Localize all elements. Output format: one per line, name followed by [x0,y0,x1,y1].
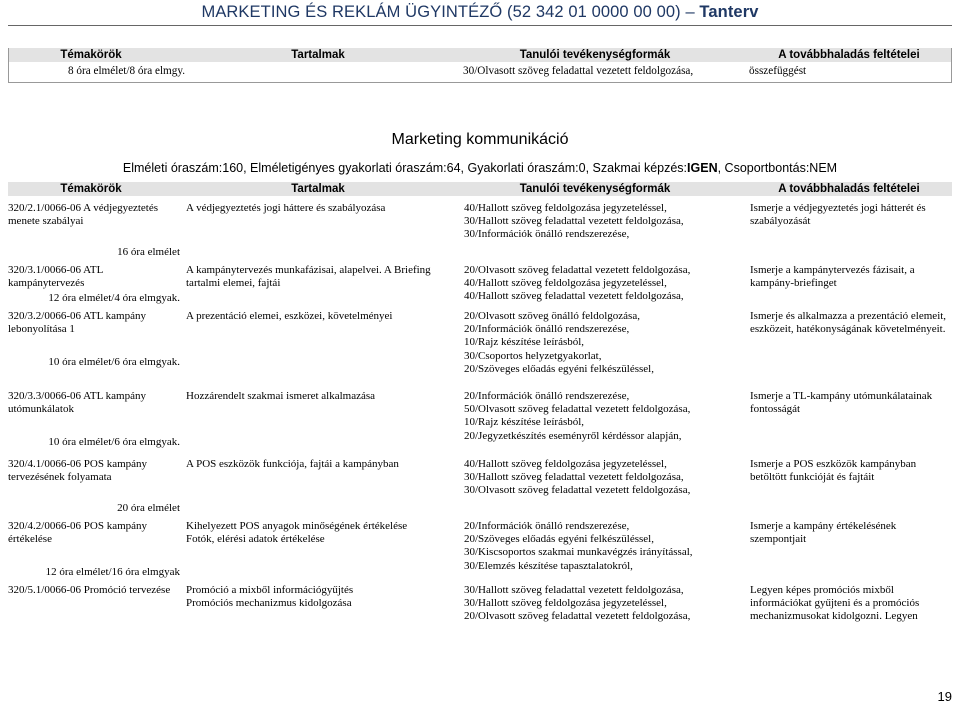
row-topic [8,520,180,546]
subtitle-bold: IGEN [687,161,718,175]
row-conditions-line: mechanizmusokat kidolgozni. Legyen [750,610,918,623]
subtitle-pre: Elméleti óraszám:160, Elméletigényes gyakorlati óraszám:64, Gyakorlati óraszám:0, Szakmai képzés: [122,161,688,175]
row-topic [8,458,180,484]
row-activities-line: 10/Rajz készítése leírásból, [464,336,585,349]
row-conditions-line: betöltött funkcióját és fajtáit [750,471,875,484]
section-subtitle [0,161,960,175]
row-topic-line: utómunkálatok [8,403,74,416]
row-activities-line: 30/Hallott szöveg feladattal vezetett feldolgozása, [464,215,684,228]
row-conditions-line: Legyen képes promóciós mixből [750,584,894,596]
row-topic-line: 320/4.2/0066-06 POS kampány [8,520,148,532]
row-activities-line: 40/Hallott szöveg feladattal vezetett feldolgozása, [464,290,684,303]
row-activities-line: 20/Olvasott szöveg feladattal vezetett feldolgozása, [464,264,691,276]
header-topics: Témakörök [60,49,122,61]
row-content [186,202,458,215]
row-content-line: Hozzárendelt szakmai ismeret alkalmazása [186,390,376,402]
row-topic-line: 320/3.1/0066-06 ATL kampánytervezés [8,264,103,290]
header-activities: Tanulói tevékenységformák [519,49,671,61]
row-hours: 20 óra elmélet [117,502,180,514]
row-content-line: Fotók, elérési adatok értékelése [186,533,325,546]
row-conditions-line: Ismerje a védjegyeztetés jogi hátterét és [750,202,926,214]
row-topic-line: 320/4.1/0066-06 POS kampány [8,458,148,470]
row-hours: 12 óra elmélet/4 óra elmgyak. [48,292,180,304]
row-activities-line: 20/Szöveges előadás egyéni felkészüléssel, [464,533,654,546]
row-content [186,520,458,546]
row-hours: 16 óra elmélet [117,246,180,258]
row-conditions [750,310,950,336]
row-content-line: A védjegyeztetés jogi háttere és szabályozása [186,202,386,214]
row-activities [464,390,744,443]
row-topic-line: 320/3.2/0066-06 ATL kampány [8,310,146,322]
row-activities-line: 30/Hallott szöveg feladattal vezetett feldolgozása, [464,584,684,596]
row-content [186,264,458,290]
title-bold: Tanterv [699,3,759,21]
row-topic-line: 320/2.1/0066-06 A védjegyeztetés [8,202,158,214]
row-activities-line: 30/Hallott szöveg feladattal vezetett feldolgozása, [464,471,684,484]
row-content [186,310,458,323]
row-conditions-line: Ismerje és alkalmazza a prezentáció elemeit, [750,310,947,322]
row-topic [8,202,180,228]
document-title [0,3,960,22]
title-main: MARKETING ÉS REKLÁM ÜGYINTÉZŐ (52 342 01 0000 00 00) – [201,3,700,21]
row-activities [464,202,744,242]
row-conditions [750,390,950,416]
row-topic-line: lebonyolítása 1 [8,323,75,336]
row-activities [464,584,744,624]
row-activities-line: 20/Olvasott szöveg feladattal vezetett feldolgozása, [464,610,691,623]
row-conditions-line: szempontjait [750,533,807,546]
row-content-line: tartalmi elemei, fajtái [186,277,281,290]
row-activities-line: 40/Hallott szöveg feldolgozása jegyzeteléssel, [464,277,667,290]
table-header-main [8,182,952,196]
header-contents: Tartalmak [291,49,345,61]
row-activities-line: 30/Hallott szöveg feldolgozása jegyzeteléssel, [464,597,667,610]
row-activities-line: 30/Kiscsoportos szakmai munkavégzés irányítással, [464,546,693,559]
row-conditions-line: fontosságát [750,403,801,416]
row-topic-line: 320/3.3/0066-06 ATL kampány [8,390,146,402]
subtitle-post: , Csoportbontás:NEM [717,161,838,175]
row-content-line: Promóció a mixből információgyűjtés [186,584,354,596]
row-activities [464,458,744,498]
row-activities-line: 30/Információk önálló rendszerezése, [464,228,630,241]
row-topic [8,310,180,336]
row-activities-line: 30/Elemzés készítése tapasztalatokról, [464,559,633,572]
row-conditions [750,458,950,484]
row-topic-line: tervezésének folyamata [8,471,112,484]
row-conditions-line: kampány-briefinget [750,277,837,290]
row-activities-line: 30/Olvasott szöveg feladattal vezetett feldolgozása, [464,484,691,497]
row-conditions-line: Ismerje a kampány értékelésének [750,520,897,532]
row-content-line: Kihelyezett POS anyagok minőségének értékelése [186,520,408,532]
row-activities [464,264,744,304]
row-conditions-line: Ismerje a POS eszközök kampányban [750,458,917,470]
row-conditions-line: eszközeit, hatékonyságának követelményeit. [750,323,946,336]
header-topics: Témakörök [60,183,122,195]
row-topic-line: értékelése [8,533,52,546]
row-topic-line: menete szabályai [8,215,84,228]
row-conditions-line: Ismerje a kampánytervezés fázisait, a [750,264,915,276]
row-content [186,458,458,471]
row-conditions [750,264,950,290]
row-conditions [750,202,950,228]
title-divider [8,25,952,26]
row-activities-line: 20/Információk önálló rendszerezése, [464,323,630,336]
row-activities-line: 20/Információk önálló rendszerezése, [464,520,630,532]
row-conditions [750,520,950,546]
row-content-line: A prezentáció elemei, eszközei, követelményei [186,310,393,322]
row-conditions-line: Ismerje a TL-kampány utómunkálatainak [750,390,933,402]
row-activities-line: 40/Hallott szöveg feldolgozása jegyzeteléssel, [464,458,667,470]
continuation-table [8,48,952,83]
row-hours: 10 óra elmélet/6 óra elmgyak. [48,356,180,368]
header-contents: Tartalmak [291,183,345,195]
header-activities: Tanulói tevékenységformák [519,183,671,195]
page-number: 19 [937,689,952,704]
row-conditions-line: információkat gyűjteni és a promóciós [750,597,920,610]
continuation-activity: 30/Olvasott szöveg feladattal vezetett feldolgozása, [463,65,694,77]
row-activities-line: 30/Csoportos helyzetgyakorlat, [464,349,602,362]
row-content [186,390,458,403]
row-conditions-line: szabályozását [750,215,811,228]
section-title: Marketing kommunikáció [391,131,569,148]
continuation-hours: 8 óra elmélet/8 óra elmgy. [68,65,186,77]
row-topic [8,264,180,290]
row-activities [464,520,744,573]
row-hours: 10 óra elmélet/6 óra elmgyak. [48,436,180,448]
row-content-line: Promóciós mechanizmus kidolgozása [186,597,352,610]
row-topic [8,584,180,597]
continuation-condition: összefüggést [749,65,807,77]
row-activities-line: 20/Jegyzetkészítés eseményről kérdéssor alapján, [464,429,682,442]
row-activities-line: 20/Olvasott szöveg önálló feldolgozása, [464,310,640,322]
row-topic-line: 320/5.1/0066-06 Promóció tervezése [8,584,171,596]
row-hours: 12 óra elmélet/16 óra elmgyak [45,566,180,578]
row-content [186,584,458,610]
header-conditions: A továbbhaladás feltételei [778,49,920,61]
row-activities-line: 40/Hallott szöveg feldolgozása jegyzeteléssel, [464,202,667,214]
row-activities-line: 10/Rajz készítése leírásból, [464,416,585,429]
row-topic [8,390,180,416]
row-activities-line: 20/Szöveges előadás egyéni felkészüléssel, [464,362,654,375]
row-content-line: A POS eszközök funkciója, fajtái a kampányban [186,458,399,470]
header-conditions: A továbbhaladás feltételei [778,183,920,195]
row-activities-line: 20/Információk önálló rendszerezése, [464,390,630,402]
row-activities [464,310,744,376]
row-content-line: A kampánytervezés munkafázisai, alapelvei. A Briefing [186,264,431,276]
row-conditions [750,584,950,624]
row-activities-line: 50/Olvasott szöveg feladattal vezetett feldolgozása, [464,403,691,416]
